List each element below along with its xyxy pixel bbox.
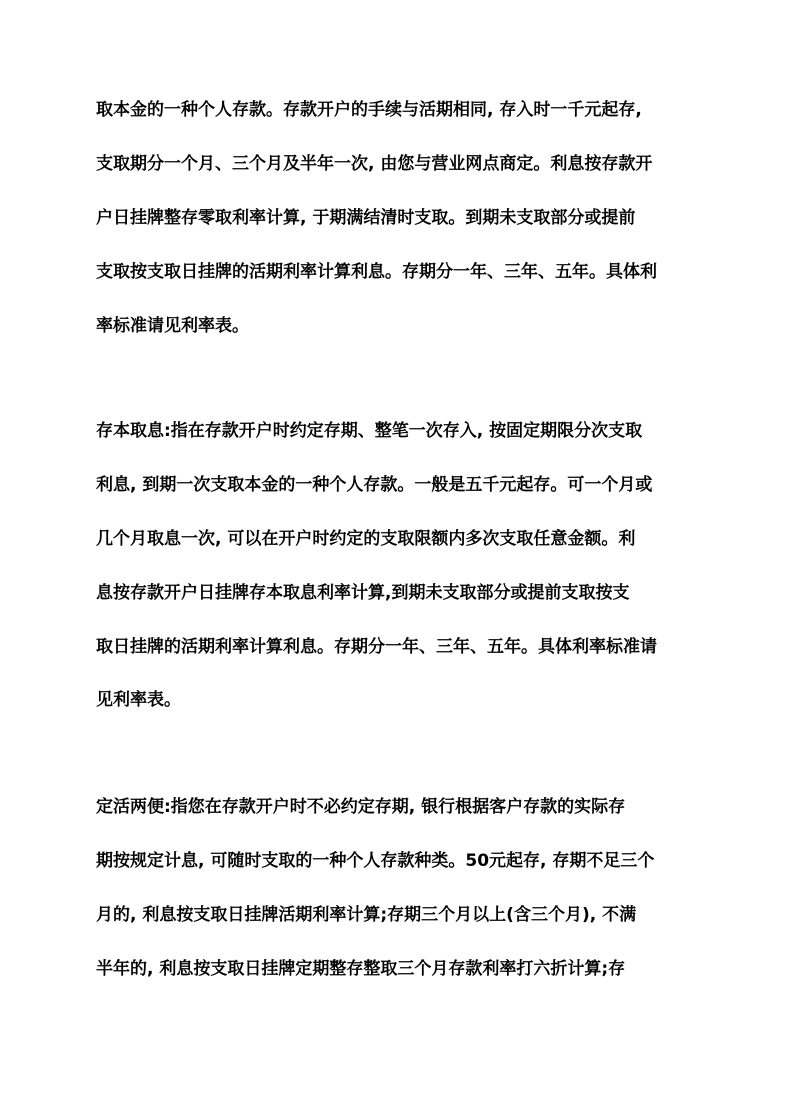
text-line: 支取期分一个月、三个月及半年一次, 由您与营业网点商定。利息按存款开 [96,154,653,174]
text-line: 户日挂牌整存零取利率计算, 于期满结清时支取。到期未支取部分或提前 [96,208,636,228]
text-line: 利息, 到期一次支取本金的一种个人存款。一般是五千元起存。可一个月或 [96,475,653,495]
text-line: 期按规定计息, 可随时支取的一种个人存款种类。50元起存, 存期不足三个 [96,851,655,871]
text-line: 存本取息:指在存款开户时约定存期、整笔一次存入, 按固定期限分次支取 [96,421,643,441]
text-line: 月的, 利息按支取日挂牌活期利率计算;存期三个月以上(含三个月), 不满 [96,905,637,925]
text-line: 见利率表。 [96,690,181,710]
text-line: 支取按支取日挂牌的活期利率计算利息。存期分一年、三年、五年。具体利 [96,262,657,282]
text-line: 率标准请见利率表。 [96,316,249,336]
text-line: 定活两便:指您在存款开户时不必约定存期, 银行根据客户存款的实际存 [96,797,626,817]
text-line: 息按存款开户日挂牌存本取息利率计算,到期未支取部分或提前支取按支 [96,583,630,603]
text-line: 取日挂牌的活期利率计算利息。存期分一年、三年、五年。具体利率标准请 [96,637,657,657]
text-line: 几个月取息一次, 可以在开户时约定的支取限额内多次支取任意金额。利 [96,529,636,549]
text-line: 半年的, 利息按支取日挂牌定期整存整取三个月存款利率打六折计算;存 [96,959,626,979]
text-line: 取本金的一种个人存款。存款开户的手续与活期相同, 存入时一千元起存, [96,100,642,120]
